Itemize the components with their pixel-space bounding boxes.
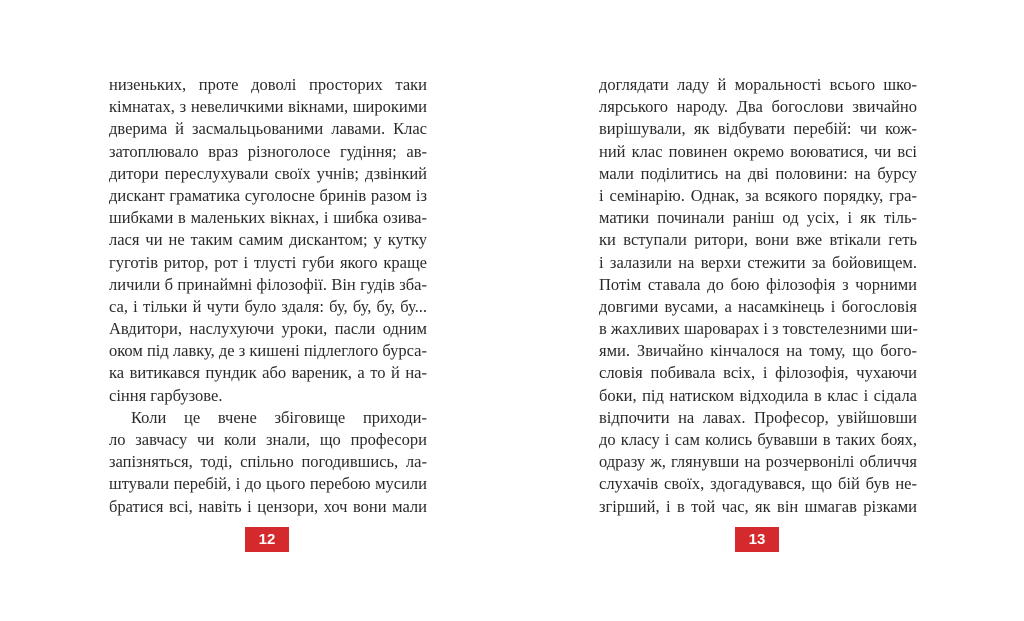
text-line: ями. Звичайно кінчалося на тому, що бого- (599, 341, 917, 361)
text-line: братися всі, навіть і цензори, хоч вони мали (109, 496, 427, 516)
text-line: ний клас повинен окремо воюватися, чи всі (599, 141, 917, 161)
text-line: дитори переслухували своїх учнів; дзвінкий (109, 163, 427, 183)
text-line: ло завчасу чи коли знали, що професори (109, 430, 427, 449)
text-line: Потім ставала до бою філозофія з чорними (599, 274, 917, 294)
text-line: Авдитори, наслухуючи уроки, пасли одним (109, 319, 427, 339)
text-line: словія побивала всіх, і філозофія, чухаючи (599, 363, 917, 383)
text-line: штували перебій, і до цього перебою мусили (109, 474, 427, 494)
text-line: лярського народу. Два богослови звичайно (599, 97, 917, 117)
text-line: ки вступали ритори, вони вже втікали геть (599, 230, 917, 250)
text-line: боки, під натиском відходила в клас і сідала (599, 385, 917, 405)
text-line: лася чи не таким самим дискантом; у кутку (109, 230, 427, 250)
text-line: гуготів ритор, рот і тлусті губи якого краще (109, 252, 427, 272)
text-line: оком під лавку, де з кишені підлеглого бурса- (109, 341, 427, 361)
text-line: са, і тільки й чути було здаля: бу, бу, бу, бу... (109, 296, 427, 316)
text-line: до класу і сам колись бувавши в таких боях, (599, 430, 917, 449)
text-line: Коли це вчене збіговище приходи- (131, 407, 427, 427)
text-line: дискант граматика суголосне бринів разом із (109, 185, 427, 205)
text-line: вирішували, як відбувати перебій: чи кож- (599, 119, 917, 139)
text-line: в жахливих шароварах і з товстелезними ши- (599, 319, 918, 339)
text-line: згірший, і в той час, як він шмагав різками (599, 496, 917, 516)
text-line: шибками в маленьких вікнах, і шибка озива- (109, 208, 427, 228)
text-line: доглядати ладу й моральності всього шко- (599, 75, 917, 94)
text-line: слухачів своїх, здогадувався, що бій був не- (599, 474, 917, 494)
page-number-right: 13 (735, 527, 779, 552)
text-line: ка витикався пундик або вареник, а то й на- (109, 363, 427, 383)
page-number-left: 12 (245, 527, 289, 552)
text-line: і залазили на верхи стежити за бойовищем. (599, 252, 917, 272)
text-line: низеньких, проте доволі просторих таки (109, 75, 427, 94)
text-line: личили б принаймні філозофії. Він гудів зба- (109, 274, 427, 294)
text-line: сіння гарбузове. (109, 385, 223, 405)
text-line: довгими вусами, а насамкінець і богословія (599, 296, 917, 316)
text-line: затоплювало враз різноголосе гудіння; ав- (109, 141, 427, 161)
text-line: дверима й засмальцьованими лавами. Клас (109, 119, 427, 139)
right-page-text (599, 74, 917, 518)
text-line: і семінарію. Однак, за всякого порядку, гра- (599, 185, 917, 205)
text-line: одразу ж, глянувши на розчервонілі обличчя (599, 452, 917, 472)
text-line: мали поділитись на дві половини: на бурсу (599, 163, 917, 183)
text-line: запізняться, тоді, спільно погодившись, ла- (109, 452, 427, 472)
text-line: відпочити на лавах. Професор, увійшовши (599, 407, 917, 427)
text-line: кімнатах, з невеличкими вікнами, широкими (109, 97, 427, 117)
text-line: матики починали раніш од усіх, і як тіль- (599, 208, 917, 228)
left-page-text (109, 74, 427, 518)
